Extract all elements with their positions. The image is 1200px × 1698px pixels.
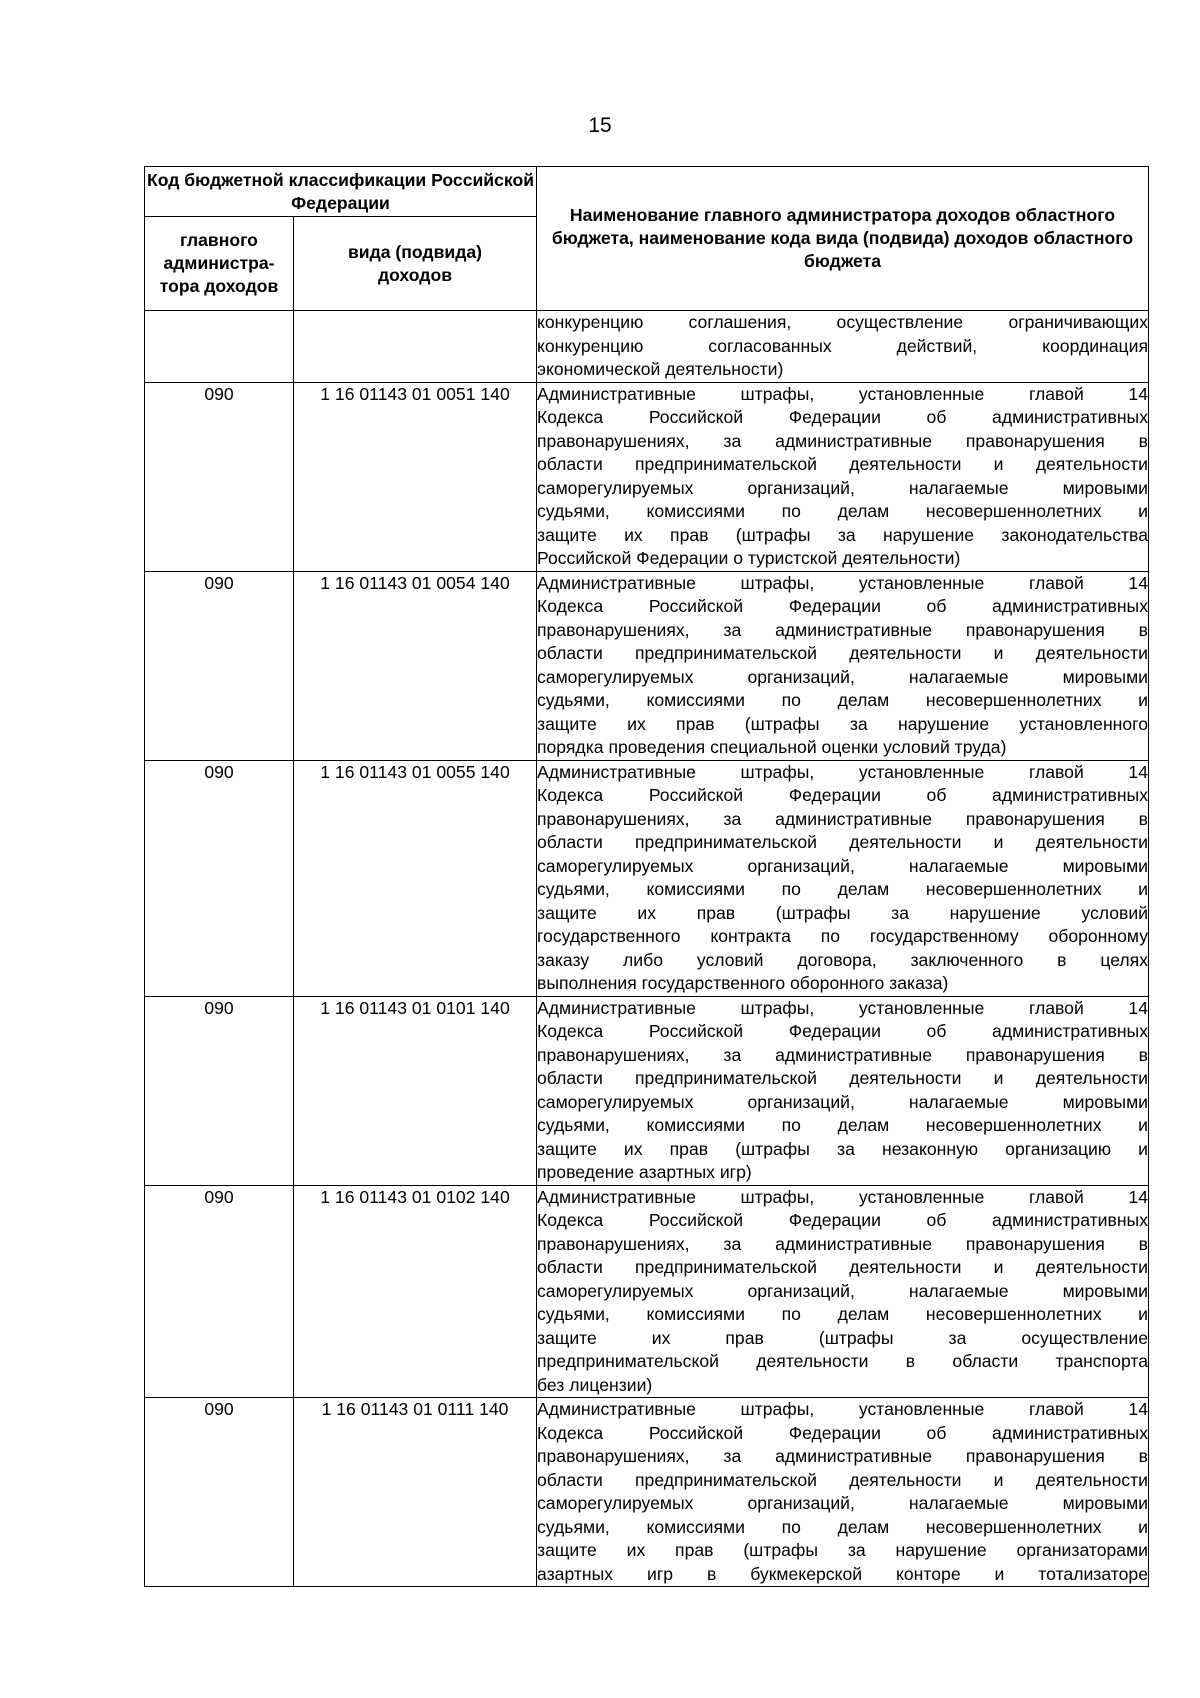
- income-name-line: судьями, комиссиями по делам несовершеннолетних и: [537, 879, 1148, 899]
- income-code-cell: 1 16 01143 01 0111 140: [294, 1398, 537, 1587]
- income-name-line: правонарушениях, за административные правонарушения в: [537, 619, 1148, 640]
- income-name-cell: [537, 1185, 1149, 1398]
- income-code-cell: 1 16 01143 01 0051 140: [294, 382, 537, 571]
- income-name-line: правонарушениях, за административные правонарушения в: [537, 1446, 1148, 1466]
- income-name-line: выполнения государственного оборонного заказа): [537, 973, 949, 993]
- income-name-line: области предпринимательской деятельности и деятельности: [537, 1469, 1148, 1490]
- income-name-line: конкуренцию согласованных действий, координация: [537, 335, 1148, 356]
- income-name-line: саморегулируемых организаций, налагаемые мировыми: [537, 1280, 1148, 1301]
- table-row: [145, 571, 1149, 760]
- table-row: [145, 996, 1149, 1185]
- table-row: [145, 311, 1149, 383]
- table-row: [145, 1185, 1149, 1398]
- table-body: [145, 311, 1149, 1587]
- table-row: [145, 382, 1149, 571]
- income-name-line: заказу либо условий договора, заключенного в целях: [537, 949, 1148, 970]
- income-name-line: предпринимательской деятельности в области транспорта: [537, 1351, 1148, 1371]
- income-name-line: защите их прав (штрафы за осуществление: [537, 1327, 1148, 1348]
- admin-code-cell: 090: [145, 760, 294, 996]
- income-name-line: экономической деятельности): [537, 359, 784, 379]
- income-code-cell: 1 16 01143 01 0054 140: [294, 571, 537, 760]
- income-name-line: Административные штрафы, установленные главой 14: [537, 572, 1148, 593]
- income-name-line: Административные штрафы, установленные главой 14: [537, 1399, 1148, 1419]
- income-name-line: азартных игр в букмекерской конторе и тотализаторе: [537, 1563, 1148, 1584]
- income-code-cell: 1 16 01143 01 0101 140: [294, 996, 537, 1185]
- income-name-line: Российской Федерации о туристской деятельности): [537, 548, 961, 568]
- admin-code-cell: 090: [145, 1398, 294, 1587]
- income-code-cell: 1 16 01143 01 0102 140: [294, 1185, 537, 1398]
- income-name-line: области предпринимательской деятельности и деятельности: [537, 643, 1148, 663]
- income-name-line: саморегулируемых организаций, налагаемые мировыми: [537, 666, 1148, 687]
- income-name-line: Административные штрафы, установленные главой 14: [537, 383, 1148, 404]
- table-row: [145, 760, 1149, 996]
- income-name-line: правонарушениях, за административные правонарушения в: [537, 1044, 1148, 1065]
- income-name-line: области предпринимательской деятельности и деятельности: [537, 454, 1148, 474]
- income-name-cell: [537, 571, 1149, 760]
- budget-classification-table: [144, 166, 1149, 1587]
- income-code-cell: 1 16 01143 01 0055 140: [294, 760, 537, 996]
- income-name-line: правонарушениях, за административные правонарушения в: [537, 1233, 1148, 1254]
- income-name-line: судьями, комиссиями по делам несовершеннолетних и: [537, 1516, 1148, 1537]
- income-name-line: Административные штрафы, установленные главой 14: [537, 997, 1148, 1018]
- table-header: [145, 167, 1149, 311]
- income-name-line: Административные штрафы, установленные главой 14: [537, 1186, 1148, 1207]
- income-name-line: без лицензии): [537, 1374, 653, 1395]
- income-name-line: саморегулируемых организаций, налагаемые мировыми: [537, 855, 1148, 876]
- income-name-line: защите их прав (штрафы за нарушение установленного: [537, 713, 1148, 734]
- income-name-line: защите их прав (штрафы за нарушение условий: [537, 902, 1148, 923]
- income-name-line: Кодекса Российской Федерации об административных: [537, 1422, 1148, 1443]
- admin-code-cell: 090: [145, 996, 294, 1185]
- income-name-line: проведение азартных игр): [537, 1162, 752, 1182]
- income-name-line: судьями, комиссиями по делам несовершеннолетних и: [537, 1115, 1148, 1135]
- income-name-line: конкуренцию соглашения, осуществление ограничивающих: [537, 312, 1148, 332]
- income-name-cell: [537, 760, 1149, 996]
- income-name-line: защите их прав (штрафы за нарушение законодательства: [537, 524, 1148, 545]
- page-number: 15: [588, 114, 612, 137]
- income-name-line: Кодекса Российской Федерации об административных: [537, 1021, 1148, 1041]
- income-name-cell: [537, 1398, 1149, 1587]
- income-name-line: Кодекса Российской Федерации об административных: [537, 785, 1148, 805]
- income-name-line: правонарушениях, за административные правонарушения в: [537, 430, 1148, 451]
- table-row: [145, 1398, 1149, 1587]
- income-name-line: Кодекса Российской Федерации об административных: [537, 596, 1148, 616]
- admin-code-cell: 090: [145, 382, 294, 571]
- income-name-cell: [537, 311, 1149, 383]
- admin-code-cell: 090: [145, 1185, 294, 1398]
- admin-code-cell: 090: [145, 571, 294, 760]
- income-name-line: защите их прав (штрафы за нарушение организаторами: [537, 1540, 1148, 1560]
- header-admin-column: главного администра-тора доходов: [145, 217, 294, 311]
- income-name-line: защите их прав (штрафы за незаконную организацию и: [537, 1138, 1148, 1159]
- income-name-cell: [537, 382, 1149, 571]
- header-group-title: Код бюджетной классификации Российской Федерации: [145, 167, 537, 217]
- income-name-line: судьями, комиссиями по делам несовершеннолетних и: [537, 501, 1148, 521]
- income-name-line: саморегулируемых организаций, налагаемые мировыми: [537, 1091, 1148, 1112]
- income-name-line: области предпринимательской деятельности и деятельности: [537, 1068, 1148, 1088]
- income-name-line: саморегулируемых организаций, налагаемые мировыми: [537, 477, 1148, 498]
- income-name-line: правонарушениях, за административные правонарушения в: [537, 808, 1148, 829]
- income-code-cell: [294, 311, 537, 383]
- income-name-line: саморегулируемых организаций, налагаемые мировыми: [537, 1493, 1148, 1513]
- header-name-column: Наименование главного администратора доходов областного бюджета, наименование кода вида (подвида) доходов областного бюджета: [537, 167, 1149, 311]
- income-name-line: порядка проведения специальной оценки условий труда): [537, 737, 1007, 757]
- income-name-line: судьями, комиссиями по делам несовершеннолетних и: [537, 1304, 1148, 1324]
- income-name-line: области предпринимательской деятельности и деятельности: [537, 832, 1148, 852]
- income-name-line: государственного контракта по государственному оборонному: [537, 926, 1148, 946]
- income-name-line: Кодекса Российской Федерации об административных: [537, 1210, 1148, 1230]
- income-name-cell: [537, 996, 1149, 1185]
- income-name-line: судьями, комиссиями по делам несовершеннолетних и: [537, 690, 1148, 710]
- income-name-line: области предпринимательской деятельности и деятельности: [537, 1257, 1148, 1277]
- income-name-line: Кодекса Российской Федерации об административных: [537, 407, 1148, 427]
- header-code-column: вида (подвида) доходов: [294, 217, 537, 311]
- admin-code-cell: [145, 311, 294, 383]
- income-name-line: Административные штрафы, установленные главой 14: [537, 761, 1148, 782]
